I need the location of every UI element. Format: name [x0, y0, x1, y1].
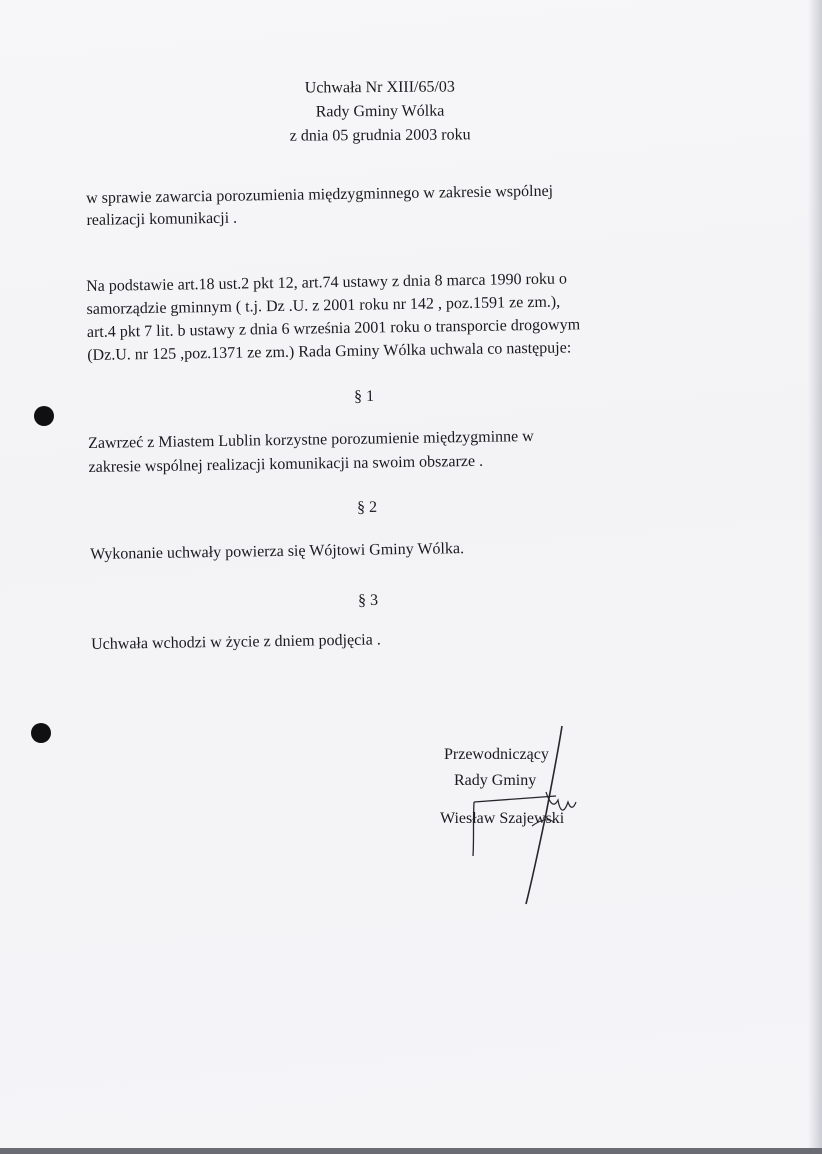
subject-line: realizacji komunikacji .: [86, 209, 238, 229]
punch-hole: [31, 723, 51, 743]
section-1-heading: § 1: [353, 387, 375, 406]
resolution-number: Uchwała Nr XIII/65/03: [304, 78, 455, 97]
scan-edge-shadow: [808, 0, 822, 1154]
section-line: Wykonanie uchwały powierza się Wójtowi Gminy Wólka.: [90, 540, 465, 563]
section-line: Uchwała wchodzi w życie z dniem podjęcia .: [91, 631, 381, 653]
subject-line: w sprawie zawarcia porozumienia międzygminnego w zakresie wspólnej: [86, 182, 554, 207]
signatory-title: Przewodniczący: [444, 746, 549, 763]
basis-line: (Dz.U. nr 125 ,poz.1371 ze zm.) Rada Gminy Wólka uchwala co następuje:: [87, 339, 572, 364]
section-1-body: [88, 425, 534, 480]
legal-basis: [86, 267, 581, 367]
section-3-body: [91, 629, 381, 656]
handwritten-signature: [460, 722, 600, 912]
resolution-subject: [86, 181, 554, 232]
section-line: Zawrzeć z Miastem Lublin korzystne porozumienie międzygminne w: [88, 427, 534, 452]
section-2-heading: § 2: [356, 498, 378, 517]
section-3-heading: § 3: [357, 591, 379, 610]
council-name: Rady Gminy Wólka: [315, 102, 445, 121]
punch-hole: [34, 406, 54, 426]
signatory-name: Wiesław Szajewski: [440, 810, 565, 827]
basis-line: Na podstawie art.18 ust.2 pkt 12, art.74 ustawy z dnia 8 marca 1990 roku o: [86, 270, 568, 295]
signatory-council: Rady Gminy: [454, 772, 537, 789]
scan-bottom-edge: [0, 1148, 822, 1154]
basis-line: art.4 pkt 7 lit. b ustawy z dnia 6 września 2001 roku o transporcie drogowym: [86, 316, 581, 341]
basis-line: samorządzie gminnym ( t.j. Dz .U. z 2001 roku nr 142 , poz.1591 ze zm.),: [86, 293, 561, 318]
resolution-date: z dnia 05 grudnia 2003 roku: [289, 126, 471, 145]
section-2-body: [90, 538, 464, 566]
section-line: zakresie wspólnej realizacji komunikacji na swoim obszarze .: [88, 452, 484, 476]
resolution-header: [250, 75, 510, 149]
